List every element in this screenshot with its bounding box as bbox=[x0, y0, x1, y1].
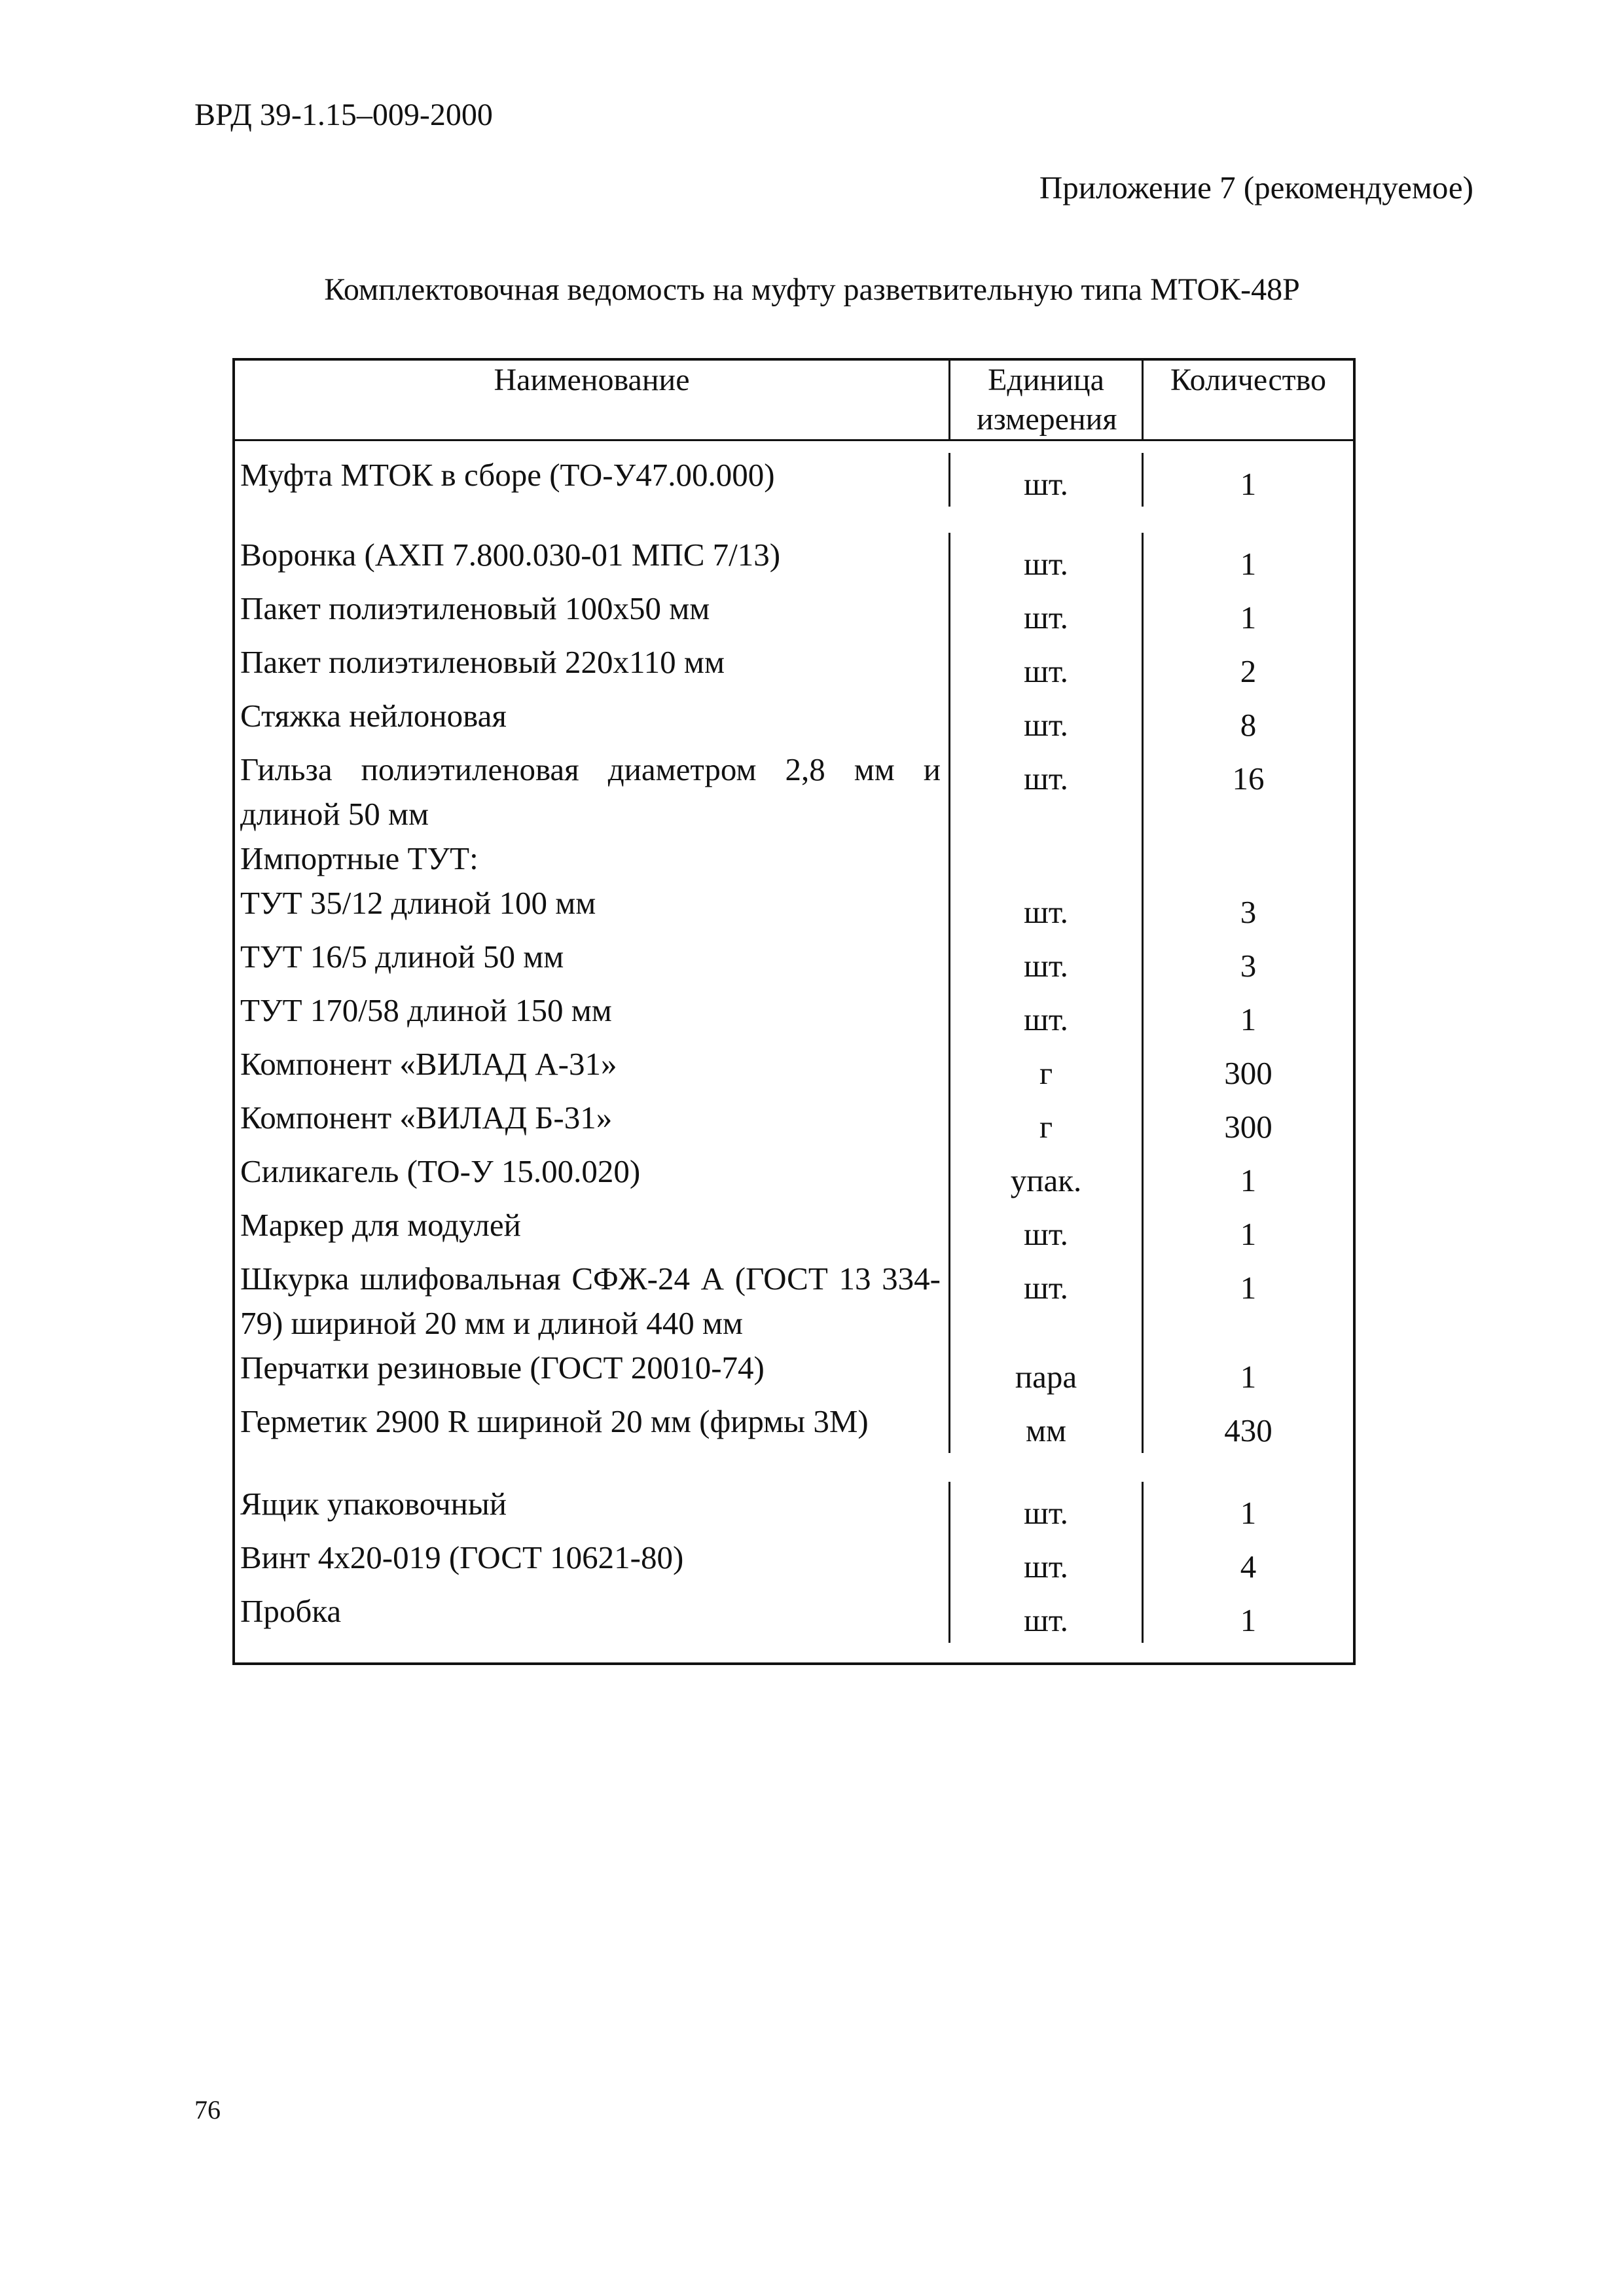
table-row bbox=[235, 1096, 1353, 1149]
document-code: ВРД 39-1.15–009-2000 bbox=[194, 98, 493, 132]
quantity-cell: 1 bbox=[1240, 546, 1257, 582]
quantity-cell: 2 bbox=[1240, 653, 1257, 689]
quantity-cell: 300 bbox=[1224, 1055, 1272, 1091]
quantity-cell: 300 bbox=[1224, 1109, 1272, 1145]
unit-cell: шт. bbox=[950, 453, 1144, 507]
table-row bbox=[235, 1589, 1353, 1643]
parts-table bbox=[232, 358, 1356, 1665]
page-number: 76 bbox=[194, 2095, 221, 2125]
column-header-unit: Единица измерения bbox=[950, 361, 1144, 439]
unit-cell: шт. bbox=[950, 1589, 1144, 1643]
item-name-cell: Пакет полиэтиленовый 220х110 мм bbox=[235, 640, 950, 694]
unit-cell: г bbox=[950, 1096, 1144, 1149]
table-row bbox=[235, 988, 1353, 1042]
item-name-cell: Муфта МТОК в сборе (ТО-У47.00.000) bbox=[235, 453, 950, 507]
item-name-cell: Воронка (АХП 7.800.030-01 МПС 7/13) bbox=[235, 533, 950, 586]
table-row bbox=[235, 453, 1353, 507]
item-name-cell: Компонент «ВИЛАД А-31» bbox=[235, 1042, 950, 1096]
table-row bbox=[235, 1399, 1353, 1453]
unit-cell: шт. bbox=[950, 533, 1144, 586]
table-row bbox=[235, 533, 1353, 586]
unit-cell: шт. bbox=[950, 747, 1144, 836]
unit-cell bbox=[950, 836, 1144, 881]
quantity-cell: 1 bbox=[1240, 1001, 1257, 1037]
table-row bbox=[235, 1203, 1353, 1257]
quantity-cell bbox=[1144, 836, 1353, 881]
unit-cell: шт. bbox=[950, 935, 1144, 988]
item-name-cell: Герметик 2900 R шириной 20 мм (фирмы 3М) bbox=[235, 1399, 950, 1453]
quantity-cell: 4 bbox=[1240, 1549, 1257, 1585]
unit-cell: шт. bbox=[950, 988, 1144, 1042]
quantity-cell: 16 bbox=[1232, 761, 1265, 797]
quantity-cell: 1 bbox=[1240, 1602, 1257, 1638]
unit-cell: шт. bbox=[950, 1203, 1144, 1257]
quantity-cell: 3 bbox=[1240, 894, 1257, 930]
item-name-cell: Компонент «ВИЛАД Б-31» bbox=[235, 1096, 950, 1149]
item-name-cell: Ящик упаковочный bbox=[235, 1482, 950, 1535]
unit-cell: мм bbox=[950, 1399, 1144, 1453]
quantity-cell: 1 bbox=[1240, 1162, 1257, 1198]
table-row bbox=[235, 1482, 1353, 1535]
unit-cell: шт. bbox=[950, 1482, 1144, 1535]
quantity-cell: 1 bbox=[1240, 1495, 1257, 1531]
item-name-cell: Пакет полиэтиленовый 100х50 мм bbox=[235, 586, 950, 640]
item-name-cell: Гильза полиэтиленовая диаметром 2,8 мм и длиной 50 мм bbox=[235, 747, 950, 836]
table-row bbox=[235, 747, 1353, 836]
unit-cell: шт. bbox=[950, 694, 1144, 747]
table-row bbox=[235, 1042, 1353, 1096]
item-name-cell: Импортные ТУТ: bbox=[235, 836, 950, 881]
table-header bbox=[235, 361, 1353, 441]
unit-cell: шт. bbox=[950, 881, 1144, 935]
item-name-cell: Силикагель (ТО-У 15.00.020) bbox=[235, 1149, 950, 1203]
table-row bbox=[235, 1149, 1353, 1203]
item-name-cell: Пробка bbox=[235, 1589, 950, 1643]
table-row bbox=[235, 586, 1353, 640]
table-row bbox=[235, 881, 1353, 935]
unit-cell: шт. bbox=[950, 586, 1144, 640]
item-name-cell: Стяжка нейлоновая bbox=[235, 694, 950, 747]
unit-cell: пара bbox=[950, 1346, 1144, 1399]
quantity-cell: 1 bbox=[1240, 1359, 1257, 1395]
item-name-cell: Винт 4х20-019 (ГОСТ 10621-80) bbox=[235, 1535, 950, 1589]
table-row bbox=[235, 1535, 1353, 1589]
unit-cell: шт. bbox=[950, 640, 1144, 694]
table-row bbox=[235, 1257, 1353, 1346]
column-header-name: Наименование bbox=[235, 361, 950, 439]
unit-cell: шт. bbox=[950, 1535, 1144, 1589]
quantity-cell: 3 bbox=[1240, 948, 1257, 984]
appendix-label: Приложение 7 (рекомендуемое) bbox=[1039, 170, 1473, 206]
table-row bbox=[235, 935, 1353, 988]
unit-cell: шт. bbox=[950, 1257, 1144, 1346]
quantity-cell: 1 bbox=[1240, 466, 1257, 502]
item-name-cell: ТУТ 35/12 длиной 100 мм bbox=[235, 881, 950, 935]
quantity-cell: 430 bbox=[1224, 1412, 1272, 1448]
quantity-cell: 8 bbox=[1240, 707, 1257, 743]
table-row bbox=[235, 694, 1353, 747]
table-row bbox=[235, 836, 1353, 881]
column-header-qty: Количество bbox=[1170, 363, 1326, 397]
quantity-cell: 1 bbox=[1240, 600, 1257, 636]
item-name-cell: Шкурка шлифовальная СФЖ-24 А (ГОСТ 13 334-79) шириной 20 мм и длиной 440 мм bbox=[235, 1257, 950, 1346]
table-row bbox=[235, 640, 1353, 694]
item-name-cell: Перчатки резиновые (ГОСТ 20010-74) bbox=[235, 1346, 950, 1399]
item-name-cell: ТУТ 16/5 длиной 50 мм bbox=[235, 935, 950, 988]
item-name-cell: Маркер для модулей bbox=[235, 1203, 950, 1257]
table-body bbox=[235, 441, 1353, 1662]
unit-cell: упак. bbox=[950, 1149, 1144, 1203]
table-row bbox=[235, 1346, 1353, 1399]
unit-cell: г bbox=[950, 1042, 1144, 1096]
quantity-cell: 1 bbox=[1240, 1270, 1257, 1306]
quantity-cell: 1 bbox=[1240, 1216, 1257, 1252]
page-title: Комплектовочная ведомость на муфту разветвительную типа МТОК-48Р bbox=[324, 272, 1300, 307]
item-name-cell: ТУТ 170/58 длиной 150 мм bbox=[235, 988, 950, 1042]
